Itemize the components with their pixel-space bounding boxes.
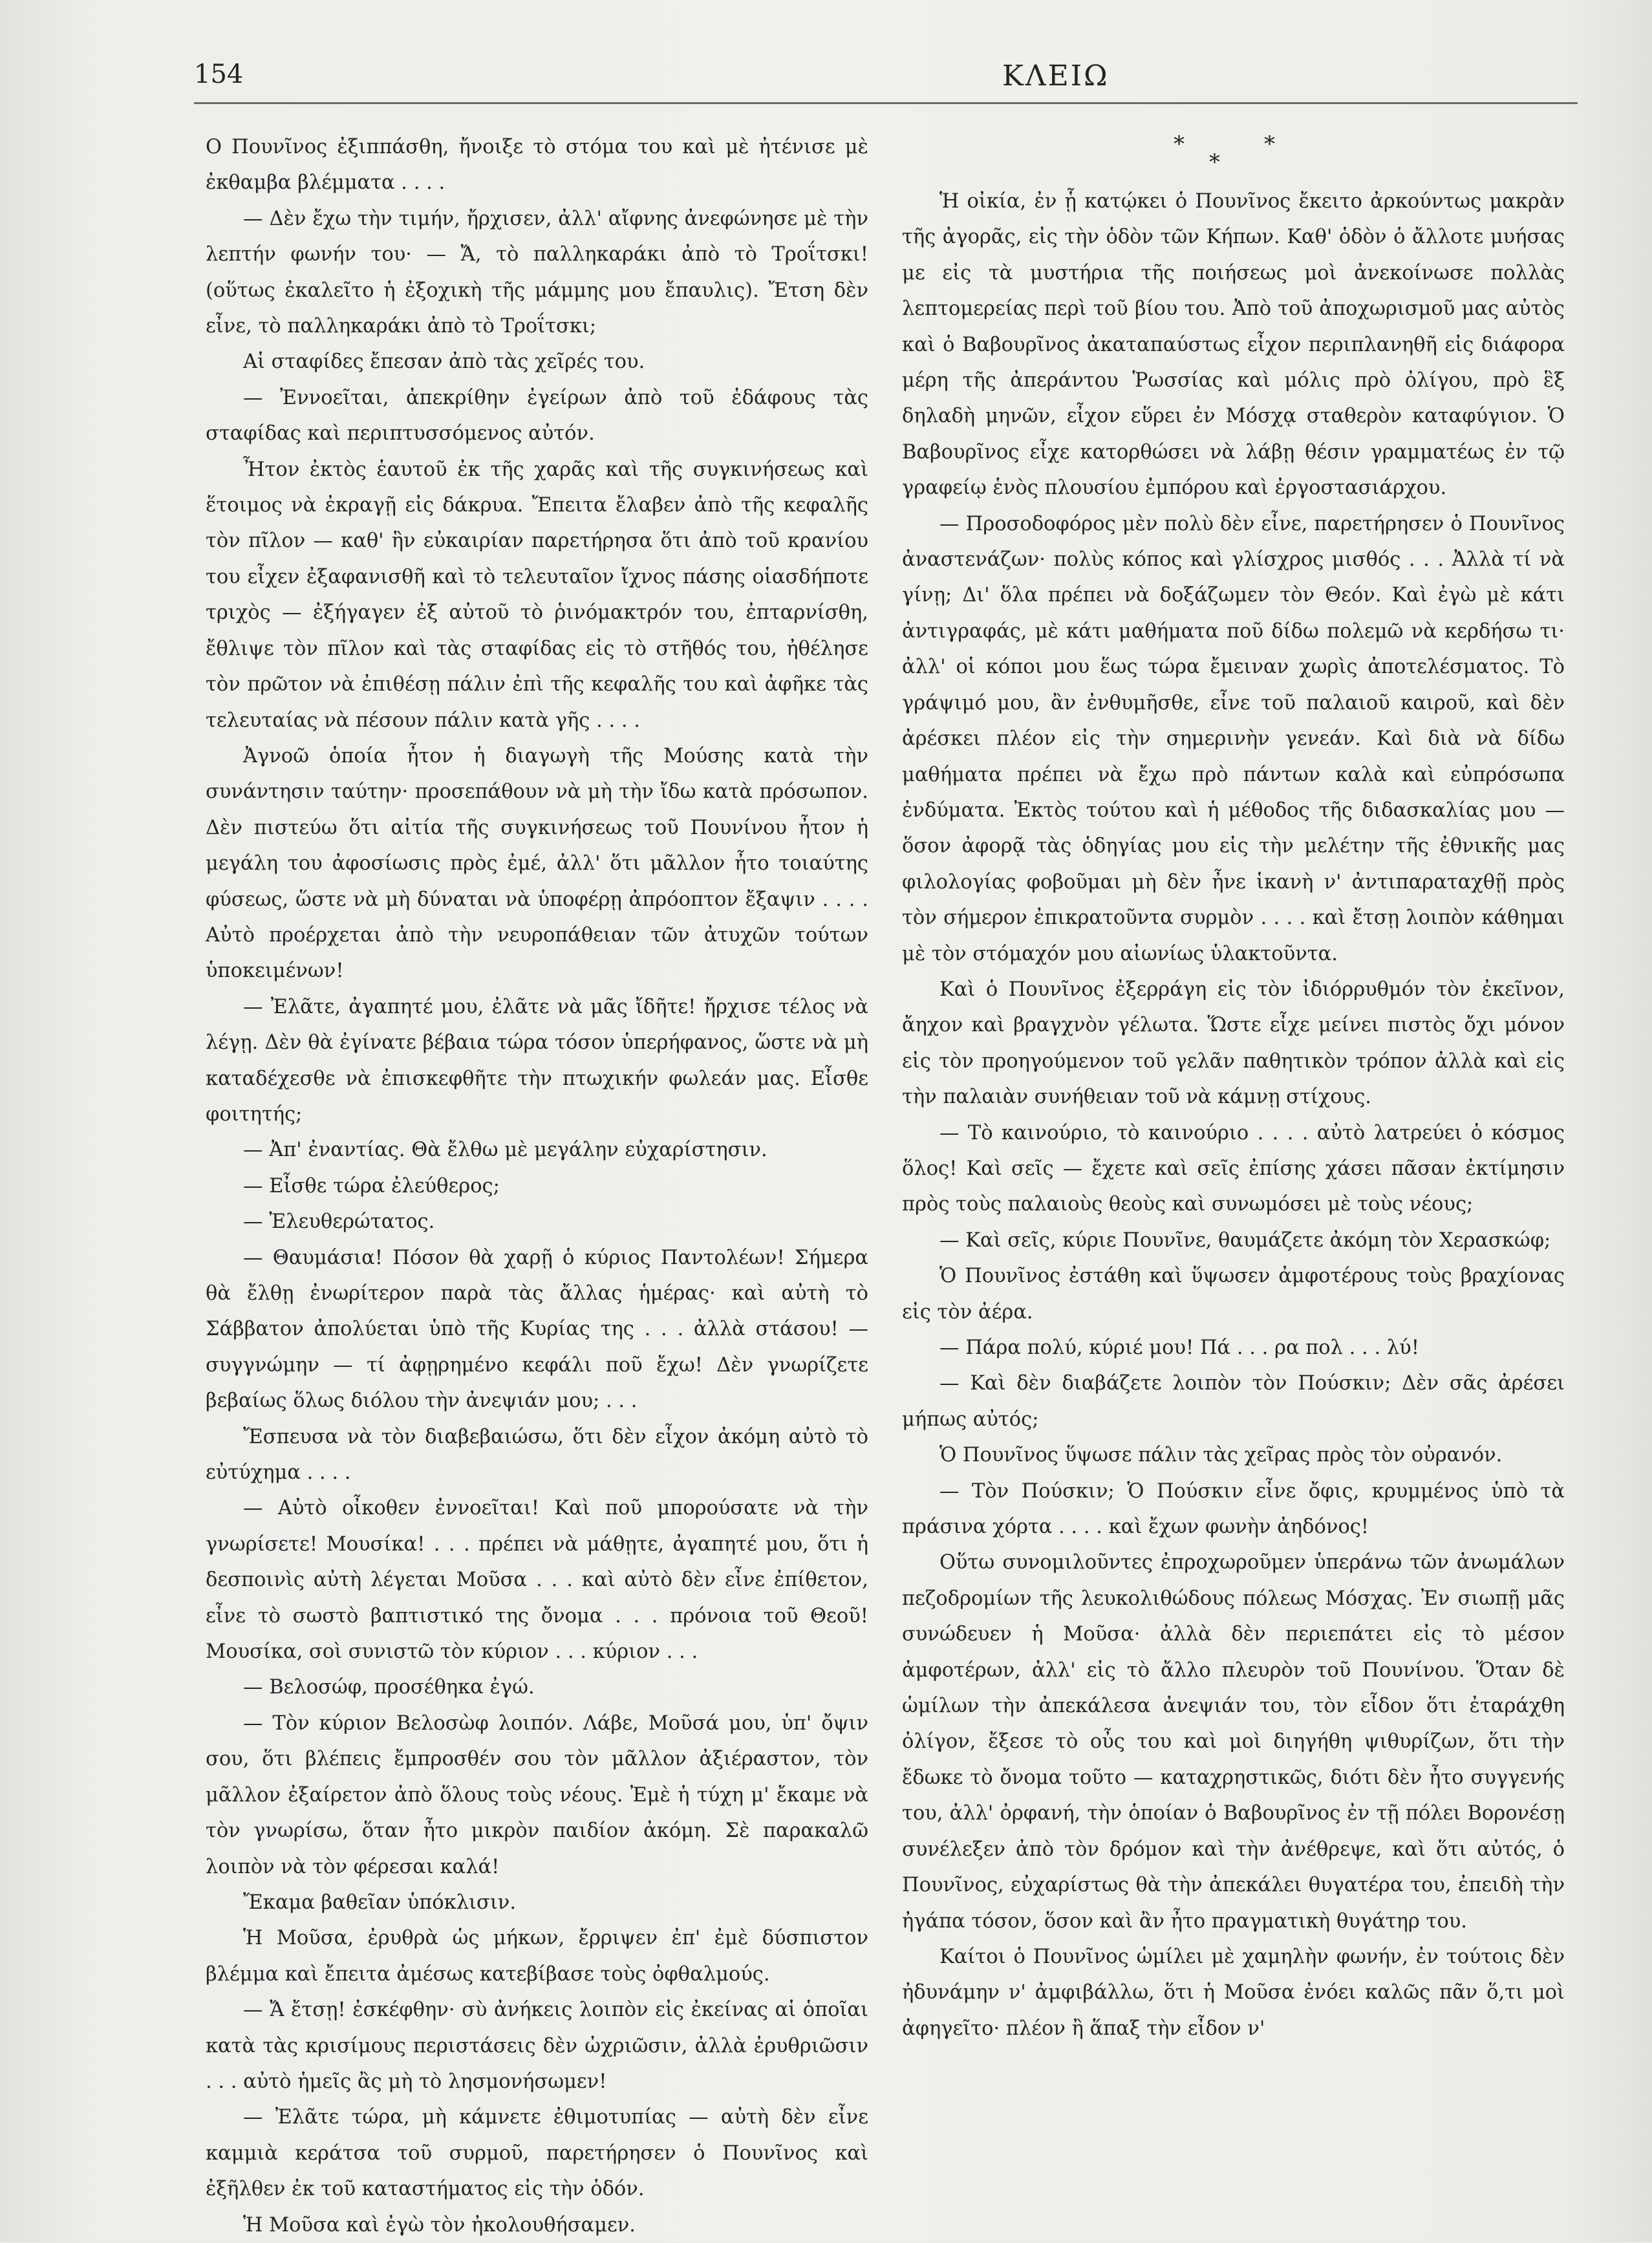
paragraph: — Καὶ σεῖς, κύριε Πουνῖνε, θαυμάζετε ἀκόμη τὸν Χερασκώφ; [939,1229,1551,1252]
paragraph: — Τὸν Πούσκιν; Ὁ Πούσκιν εἶνε ὄφις, κρυμμένος ὑπὸ τὰ πράσινα χόρτα . . . . καὶ ἔχων φωνὴν ἀηδόνος! [902,1479,1565,1539]
right-column [902,129,1565,2046]
paragraph: — Ἐλᾶτε τώρα, μὴ κάμνετε ἐθιμοτυπίας — αὐτὴ δὲν εἶνε καμμιὰ κεράτσα τοῦ συρμοῦ, παρετήρησεν ὁ Πουνῖνος καὶ ἐξῆλθεν ἐκ τοῦ καταστήματος εἰς τὴν ὁδόν. [206,2106,868,2201]
asterisk: * [1174,131,1185,157]
paragraph: Καίτοι ὁ Πουνῖνος ὡμίλει μὲ χαμηλὴν φωνήν, ἐν τούτοις δὲν ἠδυνάμην ν' ἀμφιβάλλω, ὅτι ἡ Μοῦσα ἐνόει καλῶς πᾶν ὅ,τι μοὶ ἀφηγεῖτο· πλέον ἢ ἅπαξ τὴν εἶδον ν' [902,1945,1565,2040]
paragraph: Οὕτω συνομιλοῦντες ἐπροχωροῦμεν ὑπεράνω τῶν ἀνωμάλων πεζοδρομίων τῆς λευκολιθώδους πόλεως Μόσχας. Ἐν σιωπῇ μᾶς συνώδευεν ἡ Μοῦσα· ἀλλὰ δὲν περιεπάτει εἰς τὸ μέσον ἀμφοτέρων, ἀλλ' εἰς τὸ ἄλλο πλευρὸν τοῦ Πουνίνου. Ὅταν δὲ ὡμίλων τὴν ἀπεκάλεσα ἀνεψιάν του, τὸν εἶδον ὅτι ἐταράχθη ὀλίγον, ἔξεσε τὸ οὖς του καὶ μοὶ διηγήθη ψιθυρίζων, ὅτι τὴν ἔδωκε τὸ ὄνομα τοῦτο — καταχρηστικῶς, διότι δὲν ἦτο συγγενής του, ἀλλ' ὀρφανή, τὴν ὁποίαν ὁ Βαβουρῖνος ἐν τῇ πόλει Βορονέσῃ συνέλεξεν ἀπὸ τὸν δρόμον καὶ τὴν ἀνέθρεψε, καὶ ὅτι αὐτός, ὁ Πουνῖνος, εὐχαρίστως θὰ τὴν ἀπεκάλει θυγατέρα του, ἐπειδὴ τὴν ἠγάπα τόσον, ὅσον καὶ ἂν ἦτο πραγματικὴ θυγάτηρ του. [902,1551,1565,1933]
paragraph: Ἔσπευσα νὰ τὸν διαβεβαιώσω, ὅτι δὲν εἶχον ἀκόμη αὐτὸ τὸ εὐτύχημα . . . . [206,1425,868,1485]
paragraph: — Τὸ καινούριο, τὸ καινούριο . . . . αὐτὸ λατρεύει ὁ κόσμος ὅλος! Καὶ σεῖς — ἔχετε καὶ σεῖς ἐπίσης χάσει πᾶσαν ἐκτίμησιν πρὸς τοὺς παλαιοὺς θεοὺς καὶ συνωμόσει μὲ τοὺς νέους; [902,1121,1565,1216]
asterisk: * [1264,131,1275,157]
paragraph: — Θαυμάσια! Πόσον θὰ χαρῇ ὁ κύριος Παντολέων! Σήμερα θὰ ἔλθῃ ἐνωρίτερον παρὰ τὰς ἄλλας ἡμέρας· καὶ αὐτὴ τὸ Σάββατον ἀπολύεται ὑπὸ τῆς Κυρίας της . . . ἀλλὰ στάσου! — συγγνώμην — τί ἀφῃρημένο κεφάλι ποῦ ἔχω! Δὲν γνωρίζετε βεβαίως ὅλως διόλου τὴν ἀνεψιάν μου; . . . [206,1246,868,1413]
paragraph: Ἔκαμα βαθεῖαν ὑπόκλισιν. [243,1891,517,1914]
header-rule [194,102,1578,104]
paragraph: Ἀγνοῶ ὁποία ἦτον ἡ διαγωγὴ τῆς Μούσης κατὰ τὴν συνάντησιν ταύτην· προσεπάθουν νὰ μὴ τὴν ἴδω κατὰ πρόσωπον. Δὲν πιστεύω ὅτι αἰτία τῆς συγκινήσεως τοῦ Πουνίνου ἦτον ἡ μεγάλη του ἀφοσίωσις πρὸς ἐμέ, ἀλλ' ὅτι μᾶλλον ἦτο τοιαύτης φύσεως, ὥστε νὰ μὴ δύναται νὰ ὑποφέρῃ ἀπρόοπτον ἔξαψιν . . . . Αὐτὸ προέρχεται ἀπὸ τὴν νευροπάθειαν τῶν ἀτυχῶν τούτων ὑποκειμένων! [206,744,868,983]
paragraph: — Ἐννοεῖται, ἀπεκρίθην ἐγείρων ἀπὸ τοῦ ἐδάφους τὰς σταφίδας καὶ περιπτυσσόμενος αὐτόν. [206,386,868,445]
paragraph: — Πάρα πολύ, κύριέ μου! Πά . . . ρα πολ . . . λύ! [939,1336,1419,1359]
paragraph: — Δὲν ἔχω τὴν τιμήν, ἤρχισεν, ἀλλ' αἴφνης ἀνεφώνησε μὲ τὴν λεπτήν φωνήν του· — Ἄ, τὸ παλληκαράκι ἀπὸ τὸ Τροΐτσκι! (οὕτως ἐκαλεῖτο ἡ ἐξοχικὴ τῆς μάμμης μου ἔπαυλις). Ἔτση δὲν εἶνε, τὸ παλληκαράκι ἀπὸ τὸ Τροΐτσκι; [206,207,868,338]
paragraph: — Ἐλᾶτε, ἀγαπητέ μου, ἐλᾶτε νὰ μᾶς ἴδῆτε! ἤρχισε τέλος νὰ λέγῃ. Δὲν θὰ ἐγίνατε βέβαια τώρα τόσον ὑπερήφανος, ὥστε νὰ μὴ καταδέχεσθε νὰ ἐπισκεφθῆτε τὴν πτωχικήν φωλεάν μας. Εἶσθε φοιτητής; [206,995,868,1126]
paragraph: — Βελοσώφ, προσέθηκα ἐγώ. [243,1676,535,1699]
paragraph: Ἡ Μοῦσα καὶ ἐγὼ τὸν ἠκολουθήσαμεν. [243,2213,636,2237]
left-column [206,129,868,2243]
paragraph: Αἱ σταφίδες ἔπεσαν ἀπὸ τὰς χεῖρές του. [243,350,645,374]
page-number: 154 [194,59,244,89]
paragraph: Καὶ ὁ Πουνῖνος ἐξερράγη εἰς τὸν ἰδιόρρυθμόν τὸν ἐκεῖνον, ἄηχον καὶ βραγχνὸν γέλωτα. Ὥστε εἶχε μείνει πιστὸς ὄχι μόνον εἰς τὸν προηγούμενον τοῦ γελᾶν παθητικὸν τρόπον ἀλλὰ καὶ εἰς τὴν παλαιὰν συνήθειαν τοῦ νὰ κάμνῃ στίχους. [902,978,1565,1109]
paragraph: Ἡ Μοῦσα, ἐρυθρὰ ὡς μήκων, ἔρριψεν ἐπ' ἐμὲ δύσπιστον βλέμμα καὶ ἔπειτα ἀμέσως κατεβίβασε τοὺς ὀφθαλμούς. [206,1927,868,1986]
paragraph: Ἡ οἰκία, ἐν ᾗ κατῴκει ὁ Πουνῖνος ἔκειτο ἀρκούντως μακρὰν τῆς ἀγορᾶς, εἰς τὴν ὁδὸν τῶν Κήπων. Καθ' ὁδὸν ὁ ἄλλοτε μυήσας με εἰς τὰ μυστήρια τῆς ποιήσεως μοὶ ἀνεκοίνωσε πολλὰς λεπτομερείας περὶ τοῦ βίου του. Ἀπὸ τοῦ ἀποχωρισμοῦ μας αὐτὸς καὶ ὁ Βαβουρῖνος ἀκαταπαύστως εἶχον περιπλανηθῆ εἰς διάφορα μέρη τῆς ἀπεράντου Ῥωσσίας καὶ μόλις πρὸ ὀλίγου, πρὸ ἓξ δηλαδὴ μηνῶν, εἶχον εὕρει ἐν Μόσχᾳ σταθερὸν καταφύγιον. Ὁ Βαβουρῖνος εἶχε κατορθώσει νὰ λάβῃ θέσιν γραμματέως ἐν τῷ γραφείῳ ἑνὸς πλουσίου ἐμπόρου καὶ ἐργοστασιάρχου. [902,190,1565,500]
paragraph: — Τὸν κύριον Βελοσὼφ λοιπόν. Λάβε, Μοῦσά μου, ὑπ' ὄψιν σου, ὅτι βλέπεις ἔμπροσθέν σου τὸν μᾶλλον ἀξιέραστον, τὸν μᾶλλον ἐξαίρετον ἀπὸ ὅλους τοὺς νέους. Ἐμὲ ἡ τύχη μ' ἔκαμε νὰ τὸν γνωρίσω, ὅταν ἦτο μικρὸν παιδίον ἀκόμη. Σὲ παρακαλῶ λοιπὸν νὰ τὸν φέρεσαι καλά! [206,1712,868,1878]
paragraph: — Ἀπ' ἐναντίας. Θὰ ἔλθω μὲ μεγάλην εὐχαρίστησιν. [243,1139,767,1162]
paragraph: Ὁ Πουνῖνος ὕψωσε πάλιν τὰς χεῖρας πρὸς τὸν οὐρανόν. [939,1444,1503,1467]
paragraph: — Αὐτὸ οἶκοθεν ἐννοεῖται! Καὶ ποῦ μπορούσατε νὰ τὴν γνωρίσετε! Μουσίκα! . . . πρέπει νὰ μάθῃτε, ἀγαπητέ μου, ὅτι ἡ δεσποινὶς αὐτὴ λέγεται Μοῦσα . . . καὶ αὐτὸ δὲν εἶνε ἐπίθετον, εἶνε τὸ σωστὸ βαπτιστικό της ὄνομα . . . πρόνοια τοῦ Θεοῦ! Μουσίκα, σοὶ συνιστῶ τὸν κύριον . . . κύριον . . . [206,1497,868,1664]
paragraph: — Προσοδοφόρος μὲν πολὺ δὲν εἶνε, παρετήρησεν ὁ Πουνῖνος ἀναστενάζων· πολὺς κόπος καὶ γλίσχρος μισθός . . . Ἀλλὰ τί νὰ γίνῃ; Δι' ὅλα πρέπει νὰ δοξάζωμεν τὸν Θεόν. Καὶ ἐγὼ μὲ κάτι ἀντιγραφάς, μὲ κάτι μαθήματα ποῦ δίδω πολεμῶ νὰ κερδήσω τι· ἀλλ' οἱ κόποι μου ἕως τώρα ἔμειναν χωρὶς ἀποτελέσματος. Τὸ γράψιμό μου, ἂν ἐνθυμῆσθε, εἶνε τοῦ παλαιοῦ καιροῦ, καὶ δὲν ἀρέσκει πλέον εἰς τὴν σημερινὴν γενεάν. Καὶ διὰ νὰ δίδω μαθήματα πρέπει νὰ ἔχω πρὸ πάντων καλὰ καὶ εὐπρόσωπα ἐνδύματα. Ἐκτὸς τούτου καὶ ἡ μέθοδος τῆς διδασκαλίας μου — ὅσον ἀφορᾷ τὰς ὁδηγίας μου εἰς τὴν μελέτην τῆς ἐθνικῆς μας φιλολογίας φοβοῦμαι μὴ δὲν ἦνε ἱκανὴ ν' ἀντιπαραταχθῇ πρὸς τὸν σήμερον ἐπικρατοῦντα συρμὸν . . . . καὶ ἔτσῃ λοιπὸν κάθημαι μὲ τὸν στόμαχόν μου αἰωνίως ὑλακτοῦντα. [902,512,1565,965]
paragraph: Ο Πουνῖνος ἐξιππάσθη, ἤνοιξε τὸ στόμα του καὶ μὲ ἠτένισε μὲ ἐκθαμβα βλέμματα . . . . [206,136,868,195]
paragraph: Ὁ Πουνῖνος ἐστάθη καὶ ὕψωσεν ἀμφοτέρους τοὺς βραχίονας εἰς τὸν ἀέρα. [902,1265,1565,1324]
page-header [194,59,1581,105]
paragraph: Ἦτον ἐκτὸς ἑαυτοῦ ἐκ τῆς χαρᾶς καὶ τῆς συγκινήσεως καὶ ἕτοιμος νὰ ἐκραγῇ εἰς δάκρυα. Ἔπειτα ἔλαβεν ἀπὸ τῆς κεφαλῆς τὸν πῖλον — καθ' ἣν εὐκαιρίαν παρετήρησα ὅτι ἀπὸ τοῦ κρανίου του εἶχεν ἐξαφανισθῆ καὶ τὸ τελευταῖον ἴχνος πάσης οἱασδήποτε τριχὸς — ἐξήγαγεν ἐξ αὐτοῦ τὸ ῥινόμακτρόν του, ἐπταρνίσθη, ἔθλιψε τὸν πῖλον καὶ τὰς σταφίδας εἰς τὸ στῆθός του, ἠθέλησε τὸν πρῶτον νὰ ἐπιθέσῃ πάλιν ἐπὶ τῆς κεφαλῆς του καὶ ἀφῆκε τὰς τελευταίας νὰ πέσουν πάλιν κατὰ γῆς . . . . [206,458,868,732]
running-title: ΚΛΕΙΩ [1002,59,1110,92]
paragraph: — Καὶ δὲν διαβάζετε λοιπὸν τὸν Πούσκιν; Δὲν σᾶς ἀρέσει μήπως αὐτός; [902,1372,1565,1431]
paragraph: — Ἐλευθερώτατος. [243,1210,435,1234]
paragraph: — Εἶσθε τώρα ἐλεύθερος; [243,1174,500,1197]
section-break [902,129,1565,184]
paragraph: — Ἄ ἔτσῃ! ἐσκέφθην· σὺ ἀνήκεις λοιπὸν εἰς ἐκείνας αἱ ὁποῖαι κατὰ τὰς κρισίμους περιστάσεις δὲν ὠχριῶσιν, ἀλλὰ ἐρυθριῶσιν . . . αὐτὸ ἡμεῖς ἂς μὴ τὸ λησμονήσωμεν! [206,1999,868,2093]
asterisk: * [1209,149,1220,175]
